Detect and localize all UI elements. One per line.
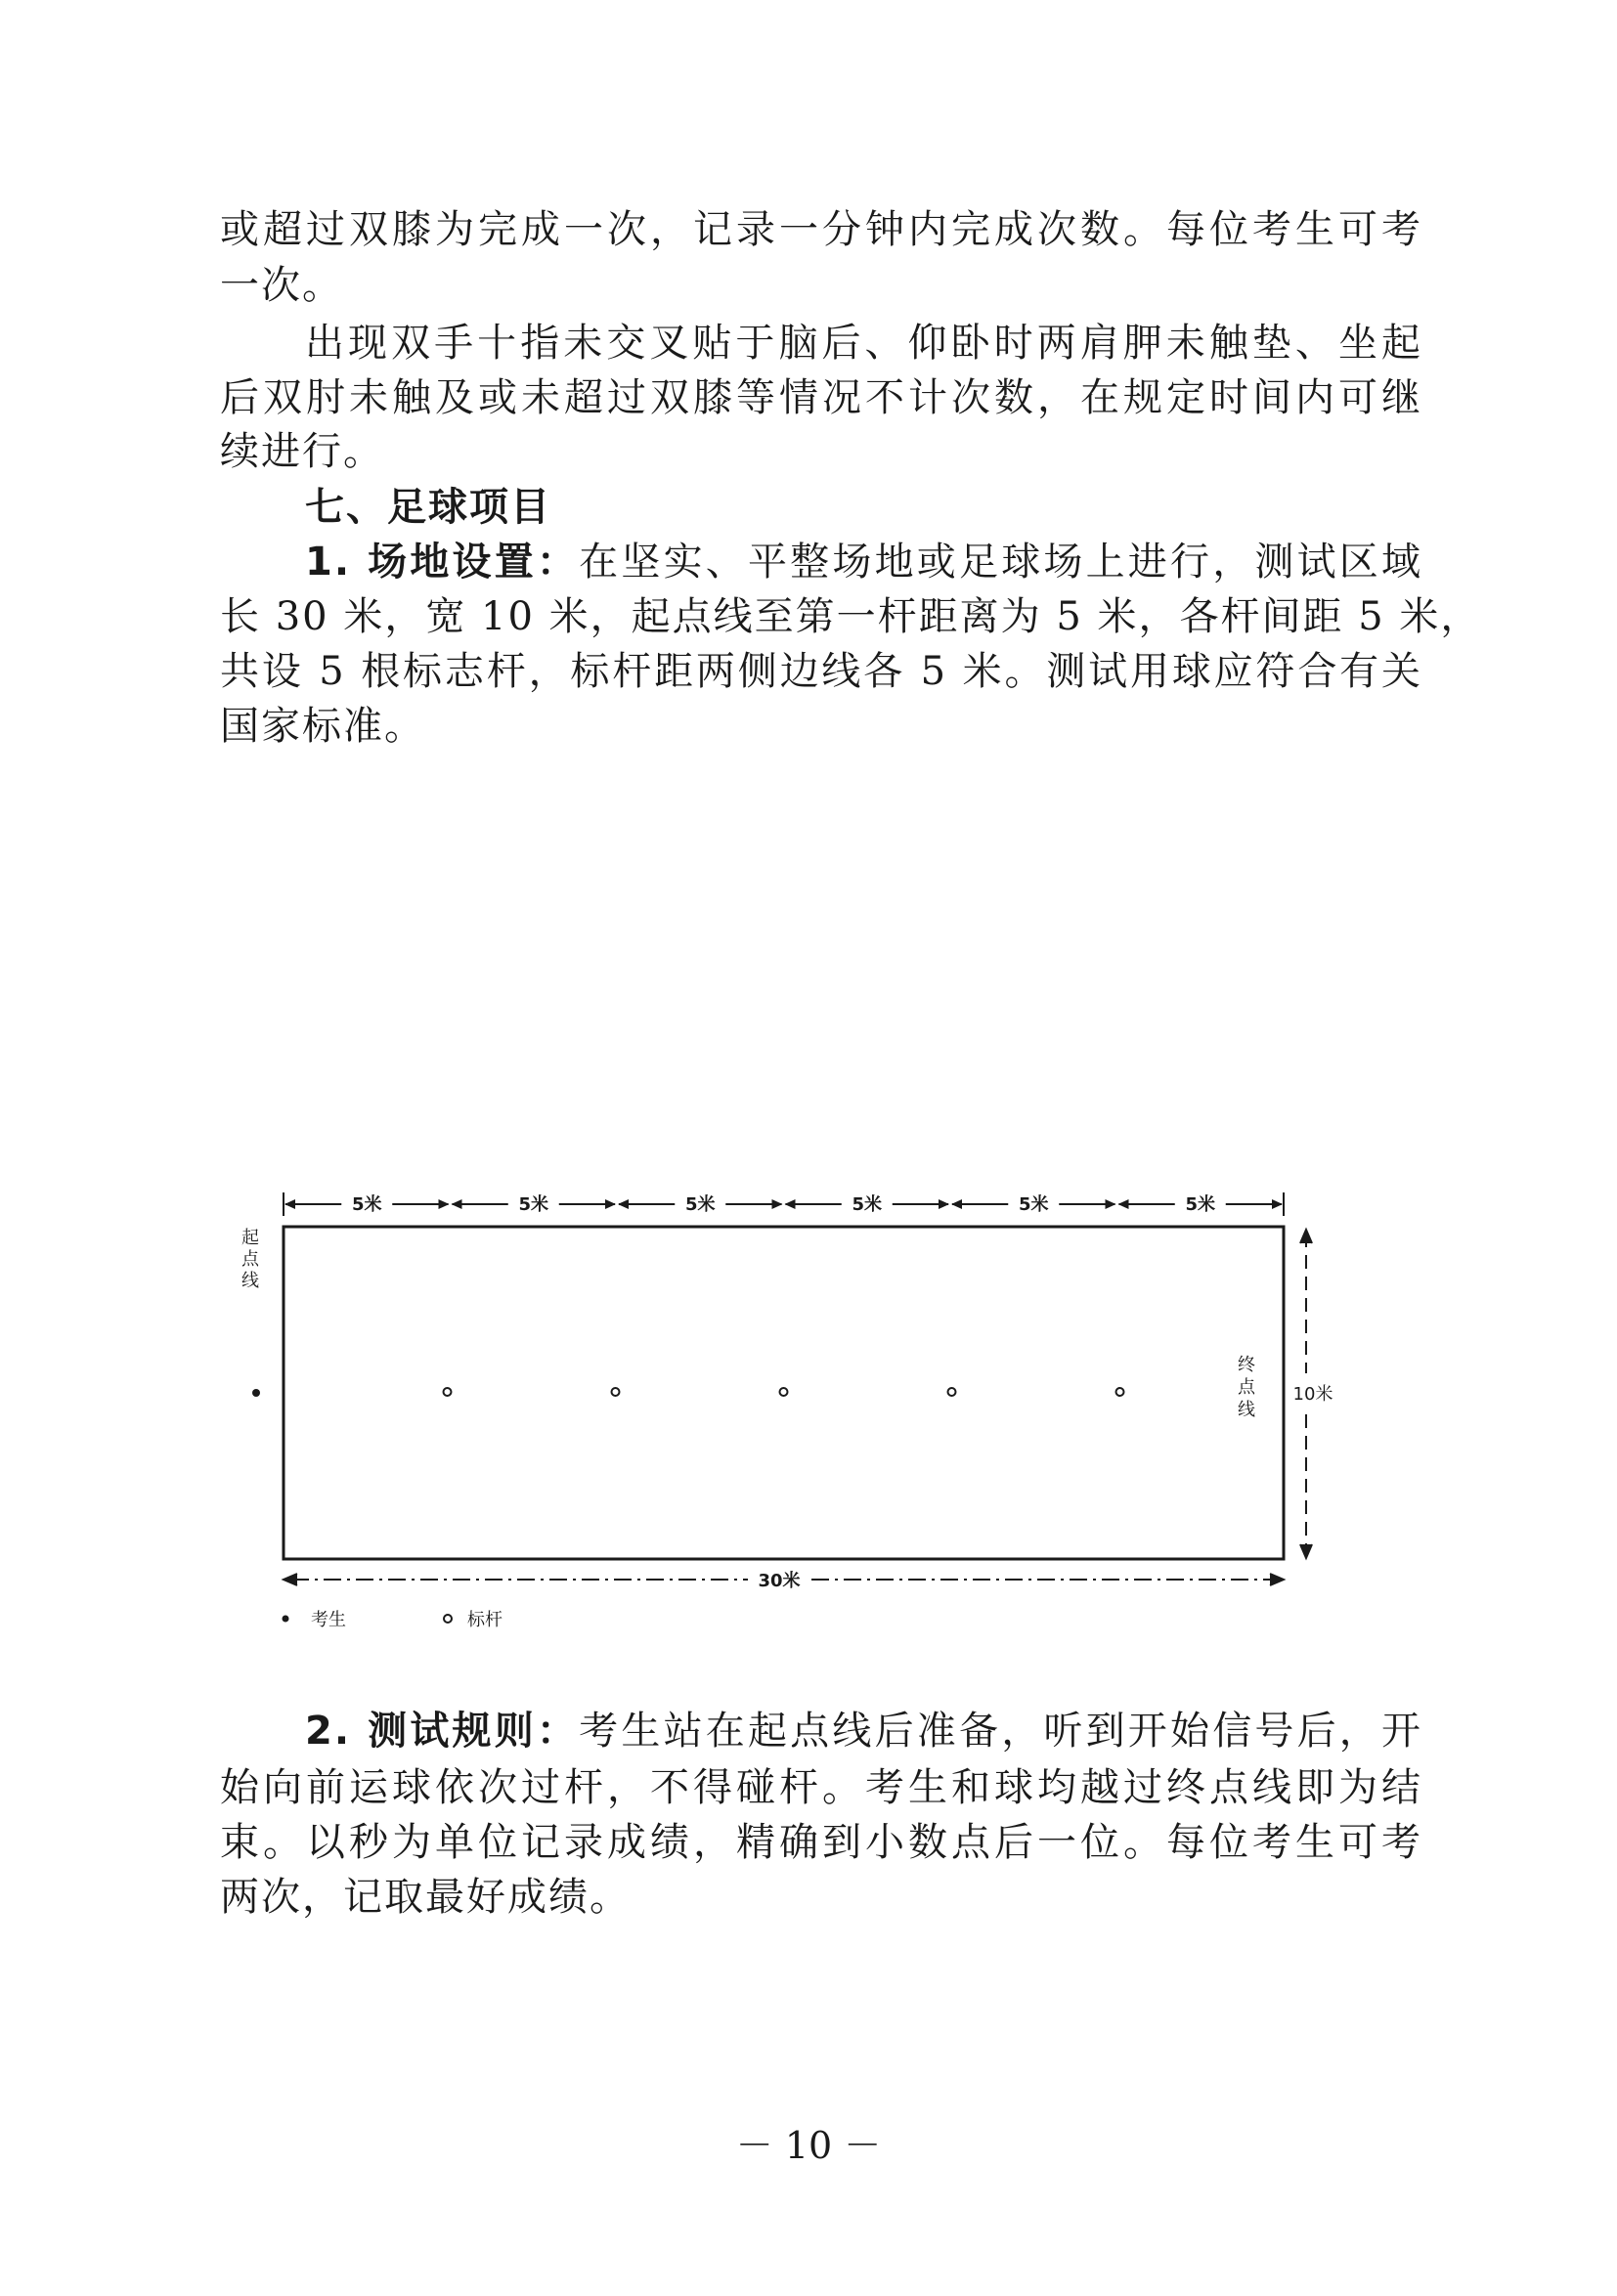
segment-arrow bbox=[1272, 1199, 1283, 1209]
paragraph-line: 或超过双膝为完成一次，记录一分钟内完成次数。每位考生可考 bbox=[220, 207, 1422, 252]
finish-label-char: 点 bbox=[1238, 1377, 1255, 1398]
finish-label-char: 终 bbox=[1238, 1355, 1255, 1375]
legend-pole-icon bbox=[444, 1615, 452, 1623]
paragraph-line: 共设 5 根标志杆，标杆距两侧边线各 5 米。测试用球应符合有关 bbox=[220, 649, 1422, 694]
paragraph-line: 后双肘未触及或未超过双膝等情况不计次数，在规定时间内可继 bbox=[220, 375, 1422, 420]
segment-label: 5米 bbox=[351, 1194, 382, 1215]
paragraph-lead: 1. 场地设置： bbox=[305, 540, 580, 585]
paragraph-line: 一次。 bbox=[220, 263, 343, 308]
legend-pole-label: 标杆 bbox=[467, 1610, 503, 1630]
paragraph-line: 束。以秒为单位记录成绩，精确到小数点后一位。每位考生可考 bbox=[220, 1820, 1422, 1865]
segment-label: 5米 bbox=[1018, 1194, 1049, 1215]
start-label-char: 线 bbox=[241, 1271, 259, 1291]
legend-student-label: 考生 bbox=[311, 1610, 346, 1630]
segment-arrow bbox=[439, 1199, 450, 1209]
paragraph-line bbox=[305, 1707, 1422, 1755]
paragraph-lead: 2. 测试规则： bbox=[305, 1709, 580, 1754]
section-heading: 七、足球项目 bbox=[305, 485, 551, 530]
student-marker bbox=[252, 1389, 260, 1397]
paragraph-line: 始向前运球依次过杆，不得碰杆。考生和球均越过终点线即为结 bbox=[220, 1765, 1422, 1810]
finish-label-char: 线 bbox=[1238, 1400, 1255, 1420]
start-line-label bbox=[241, 1228, 260, 1291]
paragraph-line: 出现双手十指未交叉贴于脑后、仰卧时两肩胛未触垫、坐起 bbox=[305, 321, 1422, 366]
legend bbox=[283, 1610, 503, 1630]
pole-marker bbox=[612, 1388, 620, 1396]
segment-arrow bbox=[951, 1199, 962, 1209]
paragraph-line: 两次，记取最好成绩。 bbox=[220, 1875, 631, 1920]
pole-marker bbox=[780, 1388, 788, 1396]
paragraph-line: 续进行。 bbox=[220, 429, 384, 474]
segment-label: 5米 bbox=[684, 1194, 716, 1215]
segment-labels bbox=[284, 1193, 1283, 1215]
legend-student-icon bbox=[283, 1616, 289, 1623]
segment-arrow bbox=[939, 1199, 949, 1209]
segment-arrow bbox=[605, 1199, 616, 1209]
pole-marker bbox=[444, 1388, 452, 1396]
page-number: － 10 － bbox=[735, 2124, 882, 2167]
poles bbox=[444, 1388, 1124, 1396]
paragraph-line: 国家标准。 bbox=[220, 704, 425, 749]
pole-marker bbox=[1116, 1388, 1124, 1396]
start-label-char: 起 bbox=[241, 1228, 259, 1248]
segment-arrow bbox=[452, 1199, 462, 1209]
paragraph-line: 长 30 米，宽 10 米，起点线至第一杆距离为 5 米，各杆间距 5 米， bbox=[220, 594, 1482, 639]
segment-label: 5米 bbox=[518, 1194, 549, 1215]
length-label: 30米 bbox=[758, 1571, 801, 1591]
finish-line-label bbox=[1238, 1355, 1256, 1420]
segment-arrow bbox=[1106, 1199, 1116, 1209]
segment-arrow bbox=[785, 1199, 796, 1209]
segment-arrow bbox=[1118, 1199, 1129, 1209]
segment-arrow bbox=[618, 1199, 629, 1209]
segment-label: 5米 bbox=[852, 1194, 883, 1215]
segment-arrow bbox=[284, 1199, 295, 1209]
paragraph-text: 在坚实、平整场地或足球场上进行，测试区域 bbox=[579, 540, 1423, 585]
field-boundary bbox=[284, 1227, 1284, 1559]
paragraph-text: 考生站在起点线后准备，听到开始信号后，开 bbox=[579, 1709, 1423, 1754]
segment-arrow bbox=[772, 1199, 783, 1209]
pole-marker bbox=[948, 1388, 956, 1396]
start-label-char: 点 bbox=[241, 1249, 259, 1270]
segment-label: 5米 bbox=[1185, 1194, 1216, 1215]
width-label: 10米 bbox=[1292, 1384, 1333, 1405]
